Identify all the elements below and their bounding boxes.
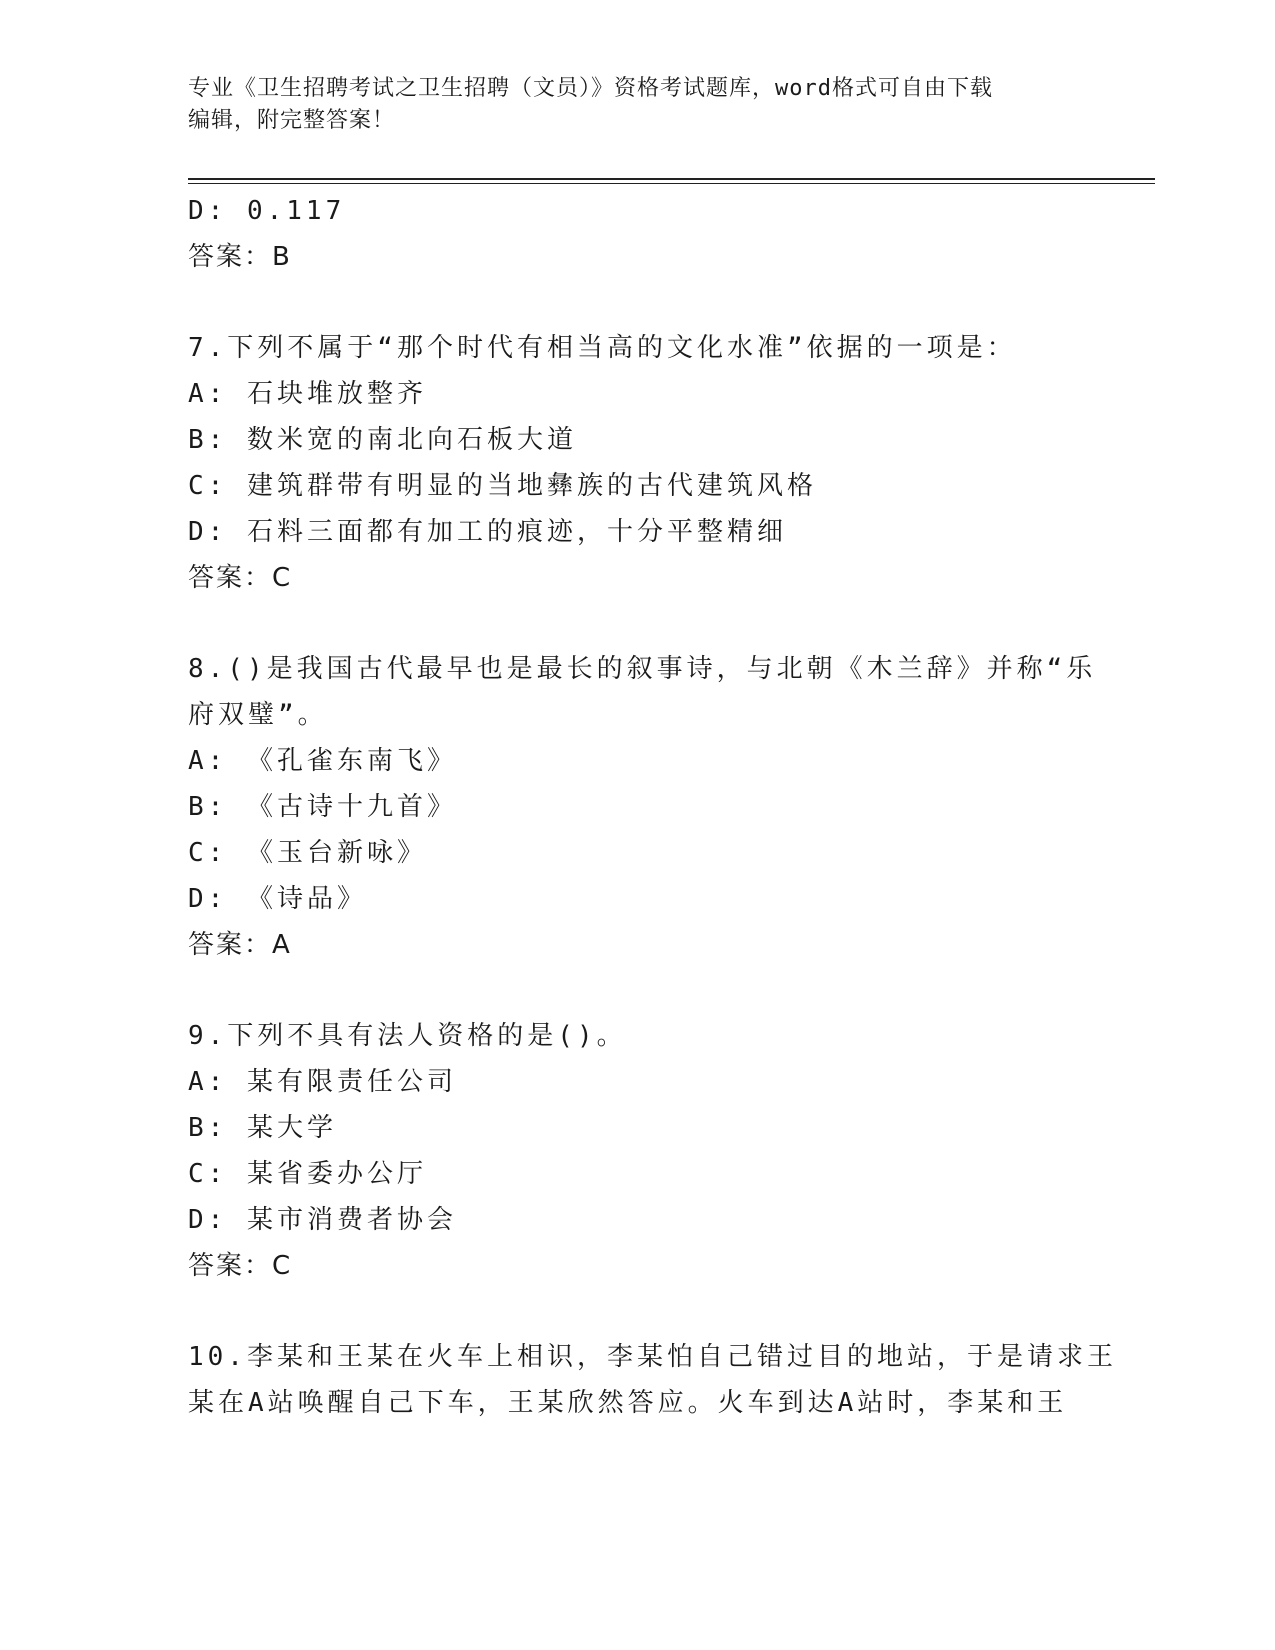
option-d: D: 某市消费者协会 (188, 1205, 457, 1235)
spacer (188, 280, 1088, 325)
question-stem-line-1: 8.()是我国古代最早也是最长的叙事诗，与北朝《木兰辞》并称“乐 (188, 654, 1097, 684)
question-stem: 7.下列不属于“那个时代有相当高的文化水准”依据的一项是： (188, 333, 1017, 363)
spacer (188, 968, 1088, 1013)
question-stem: 9.下列不具有法人资格的是()。 (188, 1021, 627, 1051)
option-b: B: 数米宽的南北向石板大道 (188, 425, 577, 455)
option-a: A: 《孔雀东南飞》 (188, 746, 457, 776)
header-rule-thick (188, 178, 1155, 180)
question-stem-line-2: 某在A站唤醒自己下车，王某欣然答应。火车到达A站时，李某和王 (188, 1388, 1068, 1418)
question-10 (188, 1334, 1117, 1426)
option-d: D: 《诗品》 (188, 884, 367, 914)
option-d: D: 0.117 (188, 196, 346, 226)
spacer (188, 1289, 1088, 1334)
option-a: A: 石块堆放整齐 (188, 379, 427, 409)
answer-line: 答案：C (188, 1251, 293, 1281)
option-c: C: 建筑群带有明显的当地彝族的古代建筑风格 (188, 471, 817, 501)
question-stem-line-1: 10.李某和王某在火车上相识，李某怕自己错过目的地站，于是请求王 (188, 1342, 1117, 1372)
question-8 (188, 646, 1097, 968)
answer-line: 答案：A (188, 930, 292, 960)
option-a: A: 某有限责任公司 (188, 1067, 457, 1097)
option-b: B: 《古诗十九首》 (188, 792, 457, 822)
answer-line: 答案：B (188, 242, 292, 272)
option-c: C: 《玉台新咏》 (188, 838, 427, 868)
option-d: D: 石料三面都有加工的痕迹，十分平整精细 (188, 517, 787, 547)
answer-line: 答案：C (188, 563, 293, 593)
question-content (188, 188, 1117, 1426)
option-b: B: 某大学 (188, 1113, 337, 1143)
spacer (188, 601, 1088, 646)
page-header (188, 73, 1088, 137)
header-rule-thin (188, 183, 1155, 184)
question-9 (188, 1013, 1088, 1289)
question-stem-line-2: 府双璧”。 (188, 700, 328, 730)
option-c: C: 某省委办公厅 (188, 1159, 427, 1189)
question-6-tail (188, 188, 1088, 280)
header-line-2: 编辑，附完整答案！ (188, 108, 396, 133)
question-7 (188, 325, 1088, 601)
header-line-1: 专业《卫生招聘考试之卫生招聘（文员）》资格考试题库，word格式可自由下载 (188, 76, 993, 101)
